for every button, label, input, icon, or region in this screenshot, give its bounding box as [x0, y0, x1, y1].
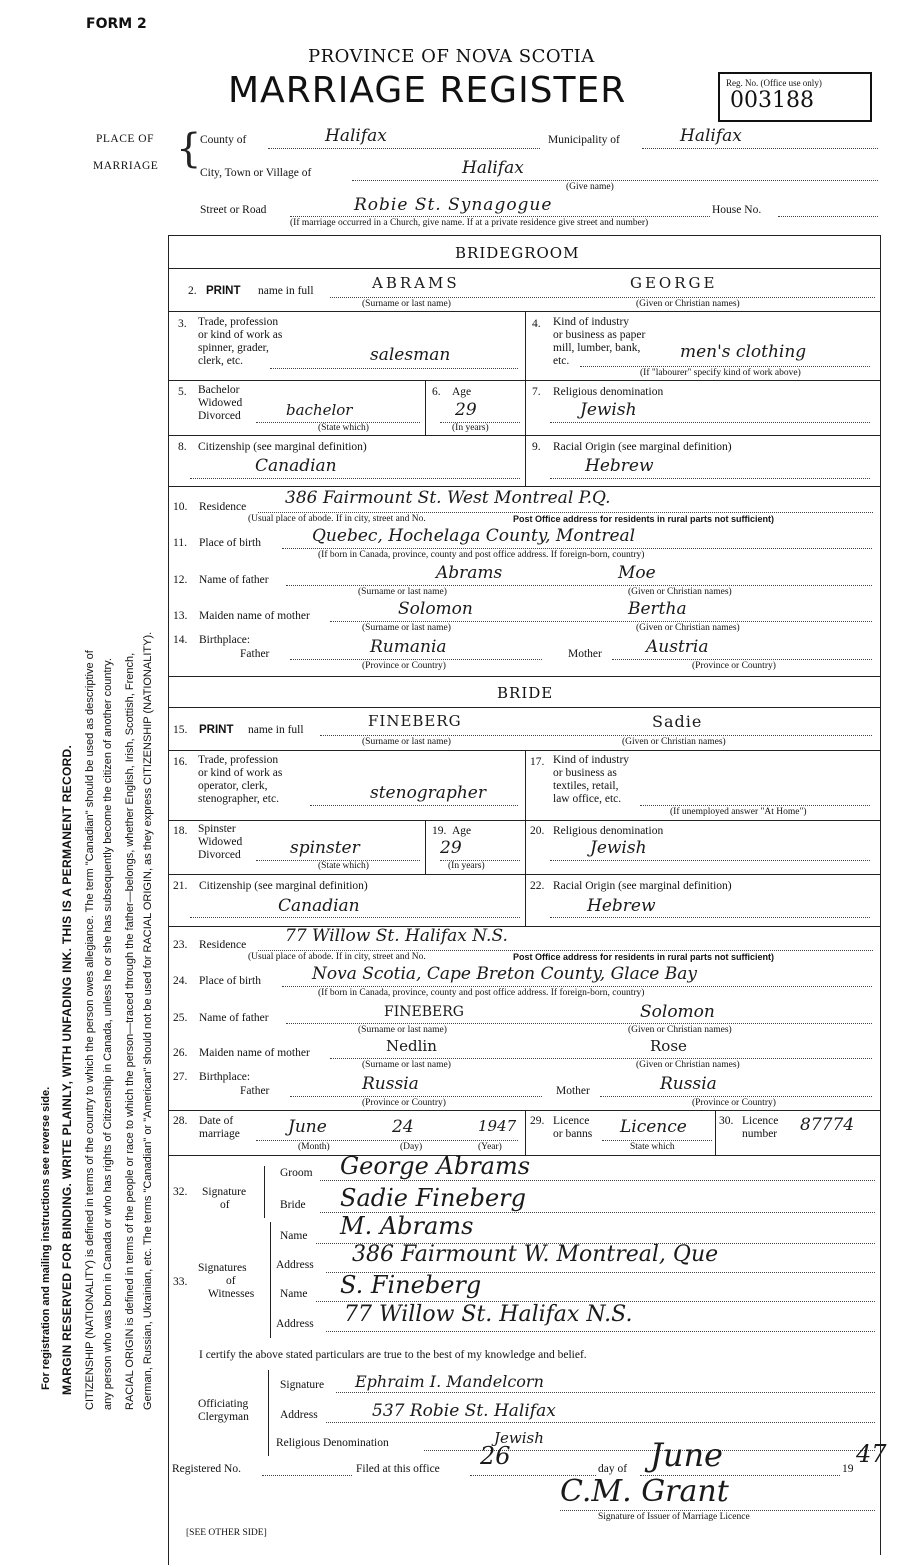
clergy-address: 537 Robie St. Halifax: [372, 1401, 556, 1421]
q5-label-1: Bachelor: [198, 384, 240, 396]
groom-mother-given: Bertha: [628, 599, 687, 619]
q3-label-4: clerk, etc.: [198, 355, 244, 367]
q8-label: Citizenship (see marginal definition): [198, 441, 367, 453]
month-hint: (Month): [298, 1142, 330, 1152]
q21-label: Citizenship (see marginal definition): [199, 880, 368, 892]
municipality-value: Halifax: [680, 126, 742, 146]
bride-racial-origin: Hebrew: [587, 896, 656, 916]
q5-label-3: Divorced: [198, 410, 241, 422]
marriage-month: June: [288, 1117, 327, 1137]
officiating-bracket: [268, 1370, 269, 1456]
groom-birthplace: Quebec, Hochelaga County, Montreal: [312, 526, 636, 546]
bride-status: spinster: [290, 838, 360, 858]
q25-given-hint: (Given or Christian names): [628, 1025, 732, 1035]
reg-number-label: Reg. No. (Office use only): [726, 78, 822, 88]
q14-mother-hint: (Province or Country): [692, 661, 776, 671]
q4-line: [580, 366, 870, 367]
filed-month: June: [650, 1436, 723, 1474]
bride-col-div-3: [525, 820, 526, 874]
q12-surname-hint: (Surname or last name): [358, 587, 447, 597]
bride-mother-birthplace: Russia: [660, 1074, 717, 1094]
q27-father: Father: [240, 1085, 270, 1097]
q24-line: [282, 986, 872, 987]
q2-print: PRINT: [206, 285, 241, 297]
q27-num: 27.: [173, 1071, 188, 1083]
bride-father-birthplace: Russia: [362, 1074, 419, 1094]
q26-label: Maiden name of mother: [199, 1047, 310, 1059]
groom-sep-2: [168, 380, 880, 381]
groom-surname: ABRAMS: [372, 274, 460, 292]
groom-religion: Jewish: [580, 400, 637, 420]
q29-line: [602, 1140, 712, 1141]
groom-trade: salesman: [370, 345, 451, 365]
q12-label: Name of father: [199, 574, 269, 586]
place-brace: {: [176, 126, 202, 172]
bride-mother-surname: Nedlin: [386, 1037, 437, 1055]
q2-num: 2.: [188, 285, 197, 297]
q20-label: Religious denomination: [553, 825, 664, 837]
q17-label-2: or business as: [553, 767, 617, 779]
municipality-line: [642, 148, 878, 149]
q13-given-hint: (Given or Christian names): [636, 623, 740, 633]
q25-num: 25.: [173, 1012, 188, 1024]
groom-col-div-1: [525, 311, 526, 380]
q21-num: 21.: [173, 880, 188, 892]
q13-num: 13.: [173, 610, 188, 622]
marriage-day: 24: [392, 1117, 414, 1137]
margin-racial-def-2: German, Russian, Ukrainian, etc. The terms "Canadian" or "American" should not be used for RACIAL ORIGIN, as they express CITIZENSHIP (NATIONALITY).: [142, 631, 154, 1410]
q14-father-line: [290, 659, 542, 660]
q18-label-3: Divorced: [198, 849, 241, 861]
bride-given: Sadie: [652, 712, 703, 731]
q17-num: 17.: [530, 756, 545, 768]
q6-label: Age: [452, 386, 472, 398]
q17-label-1: Kind of industry: [553, 754, 630, 766]
q11-line: [282, 548, 872, 549]
bride-surname: FINEBERG: [368, 712, 462, 730]
bride-trade: stenographer: [370, 783, 486, 803]
q15-line: [320, 735, 872, 736]
licence-number: 87774: [800, 1115, 855, 1135]
q23-num: 23.: [173, 939, 188, 951]
q2-label: name in full: [258, 285, 314, 297]
street-hint: (If marriage occurred in a Church, give name. If at a private residence give street and number): [290, 218, 649, 228]
w2-address-line: [326, 1331, 875, 1332]
q11-num: 11.: [173, 537, 187, 549]
registered-line: [262, 1475, 352, 1476]
q9-num: 9.: [532, 441, 541, 453]
q19-num: 19.: [432, 825, 447, 837]
q25-line: [286, 1023, 872, 1024]
groom-age: 29: [455, 400, 477, 420]
q28-line: [256, 1140, 518, 1141]
q33-label-1: Signatures: [198, 1262, 247, 1274]
w1-name-label: Name: [280, 1230, 308, 1242]
house-label: House No.: [712, 204, 762, 216]
margin-binding-notice: MARGIN RESERVED FOR BINDING. WRITE PLAINLY, WITH UNFADING INK. THIS IS A PERMANENT RECORD.: [60, 744, 74, 1395]
street-value: Robie St. Synagogue: [354, 195, 553, 215]
street-label: Street or Road: [200, 204, 267, 216]
officiating-label-2: Clergyman: [198, 1411, 249, 1423]
q18-num: 18.: [173, 825, 188, 837]
issuer-signature: C.M. Grant: [560, 1474, 729, 1509]
q13-surname-hint: (Surname or last name): [362, 623, 451, 633]
q7-num: 7.: [532, 386, 541, 398]
q4-label-4: etc.: [553, 355, 570, 367]
q10-line: [258, 512, 873, 513]
groom-col-div-2: [425, 380, 426, 435]
bride-birthplace: Nova Scotia, Cape Breton County, Glace Bay: [312, 964, 697, 984]
municipality-label: Municipality of: [548, 134, 620, 146]
groom-col-div-3: [525, 380, 526, 435]
bride-sep-4: [168, 926, 880, 927]
groom-industry: men's clothing: [680, 342, 807, 362]
groom-residence-hint: (Usual place of abode. If in city, street and No.: [248, 514, 426, 524]
w2-name-label: Name: [280, 1288, 308, 1300]
q19-label: Age: [452, 825, 472, 837]
q4-label-3: mill, lumber, bank,: [553, 342, 641, 354]
clergy-religion: Jewish: [494, 1429, 544, 1447]
form-id: FORM 2: [86, 16, 147, 32]
filed-day: 26: [480, 1442, 511, 1470]
q4-label-2: or business as paper: [553, 329, 646, 341]
clergy-signature: Ephraim I. Mandelcorn: [355, 1372, 544, 1391]
q21-line: [190, 917, 520, 918]
q22-num: 22.: [530, 880, 545, 892]
q4-hint: (If "labourer" specify kind of work above): [640, 368, 801, 378]
groom-signature: George Abrams: [340, 1152, 531, 1180]
groom-birthplace-hint: (If born in Canada, province, county and post office address. If foreign-born, country): [318, 550, 645, 560]
place-label-1: PLACE OF: [96, 133, 154, 145]
w2-address-label: Address: [276, 1318, 314, 1330]
bride-age: 29: [440, 838, 462, 858]
q30-label-1: Licence: [742, 1115, 779, 1127]
groom-father-given: Moe: [618, 563, 656, 583]
q24-num: 24.: [173, 975, 188, 987]
licence-hint: State which: [630, 1142, 675, 1152]
clergy-sig-line: [336, 1392, 875, 1393]
q4-label-1: Kind of industry: [553, 316, 630, 328]
bride-religion: Jewish: [590, 838, 647, 858]
groom-sep-1: [168, 311, 880, 312]
city-label: City, Town or Village of: [200, 167, 312, 179]
issuer-line: [560, 1510, 875, 1511]
q15-label: name in full: [248, 724, 304, 736]
groom-sep-0: [168, 268, 880, 269]
groom-citizenship: Canadian: [255, 456, 337, 476]
q11-label: Place of birth: [199, 537, 261, 549]
groom-sig-line: [320, 1180, 875, 1181]
groom-father-surname: Abrams: [436, 563, 503, 583]
q18-label-2: Widowed: [198, 836, 243, 848]
q15-num: 15.: [173, 724, 188, 736]
groom-sig-label: Groom: [280, 1167, 313, 1179]
bride-age-hint: (In years): [448, 861, 485, 871]
q33-num: 33.: [173, 1276, 188, 1288]
city-value: Halifax: [462, 158, 524, 178]
bride-surname-hint: (Surname or last name): [362, 737, 451, 747]
marriage-year: 1947: [478, 1117, 517, 1135]
day-of-label: day of: [598, 1463, 628, 1475]
q32-num: 32.: [173, 1186, 188, 1198]
groom-racial-origin: Hebrew: [585, 456, 654, 476]
q10-label: Residence: [199, 501, 247, 513]
q29-label-1: Licence: [553, 1115, 590, 1127]
q14-mother-line: [612, 659, 872, 660]
bride-heading: BRIDE: [497, 684, 554, 702]
street-line: [290, 216, 710, 217]
year-prefix: 19: [842, 1463, 854, 1475]
bride-father-given: Solomon: [640, 1002, 715, 1022]
certify-statement: I certify the above stated particulars are true to the best of my knowledge and belief.: [199, 1349, 587, 1361]
groom-sep-3: [168, 435, 880, 436]
q7-line: [550, 422, 870, 423]
clergy-address-label: Address: [280, 1409, 318, 1421]
q16-label-2: or kind of work as: [198, 767, 283, 779]
q33-bracket: [270, 1222, 271, 1338]
q3-label-2: or kind of work as: [198, 329, 283, 341]
page-title: MARRIAGE REGISTER: [228, 70, 627, 111]
bride-birthplace-hint: (If born in Canada, province, county and post office address. If foreign-born, country): [318, 988, 645, 998]
bride-mother-given: Rose: [650, 1037, 687, 1055]
form-right-border: [880, 235, 881, 1555]
groom-given-hint: (Given or Christian names): [636, 299, 740, 309]
issuer-label: Signature of Issuer of Marriage Licence: [598, 1512, 750, 1522]
q14-mother: Mother: [568, 648, 602, 660]
groom-age-hint: (In years): [452, 423, 489, 433]
q23-line: [258, 950, 873, 951]
clergy-rel-label: Religious Denomination: [276, 1437, 389, 1449]
q16-label-1: Trade, profession: [198, 754, 279, 766]
q2-line: [330, 297, 875, 298]
q27-father-hint: (Province or Country): [362, 1098, 446, 1108]
q30-num: 30.: [719, 1115, 734, 1127]
q25-surname-hint: (Surname or last name): [358, 1025, 447, 1035]
q32-label-2: of: [220, 1199, 230, 1211]
q12-given-hint: (Given or Christian names): [628, 587, 732, 597]
city-line: [352, 180, 878, 181]
margin-instructions: For registration and mailing instructions see reverse side.: [40, 1086, 52, 1390]
q3-line: [270, 368, 518, 369]
q24-label: Place of birth: [199, 975, 261, 987]
witness1-address: 386 Fairmount W. Montreal, Que: [352, 1242, 719, 1267]
q14-label: Birthplace:: [199, 634, 251, 646]
q20-num: 20.: [530, 825, 545, 837]
q10-num: 10.: [173, 501, 188, 513]
q17-line: [640, 805, 870, 806]
bride-given-hint: (Given or Christian names): [622, 737, 726, 747]
form-top-border: [168, 235, 880, 236]
margin-racial-def-1: RACIAL ORIGIN is defined in terms of the people or race to which the person—traced through the father—belongs, whether English, Irish, Scottish, French,: [124, 652, 136, 1410]
q17-hint: (If unemployed answer "At Home"): [670, 807, 807, 817]
see-other-side: [SEE OTHER SIDE]: [186, 1528, 267, 1538]
q5-num: 5.: [178, 386, 187, 398]
clergy-sig-label: Signature: [280, 1379, 325, 1391]
q16-line: [310, 805, 518, 806]
licence-type: Licence: [620, 1117, 687, 1137]
q29-num: 29.: [530, 1115, 545, 1127]
q3-label-3: spinner, grader,: [198, 342, 269, 354]
bride-sep-0: [168, 707, 880, 708]
bride-bottom: [168, 1110, 880, 1111]
bride-residence-hint: (Usual place of abode. If in city, street and No.: [248, 952, 426, 962]
bride-sep-1: [168, 750, 880, 751]
witness1-name: M. Abrams: [340, 1212, 474, 1240]
q23-label: Residence: [199, 939, 247, 951]
reg-number: 003188: [730, 88, 814, 113]
q27-mother-hint: (Province or Country): [692, 1098, 776, 1108]
q29-label-2: or banns: [553, 1128, 593, 1140]
q32-bracket: [264, 1166, 265, 1218]
groom-surname-hint: (Surname or last name): [362, 299, 451, 309]
q27-father-line: [290, 1096, 542, 1097]
groom-father-birthplace: Rumania: [370, 637, 447, 657]
q16-num: 16.: [173, 756, 188, 768]
q5-label-2: Widowed: [198, 397, 243, 409]
w1-address-label: Address: [276, 1259, 314, 1271]
q16-label-3: operator, clerk,: [198, 780, 268, 792]
q27-mother-line: [600, 1096, 872, 1097]
q9-label: Racial Origin (see marginal definition): [553, 441, 732, 453]
bride-residence: 77 Willow St. Halifax N.S.: [285, 926, 508, 946]
q8-line: [190, 478, 520, 479]
reg-number-box: [718, 72, 872, 122]
bride-residence-hint-bold: Post Office address for residents in rural parts not sufficient): [513, 952, 775, 962]
q28-num: 28.: [173, 1115, 188, 1127]
margin-citizenship-def-2: any person who was born in Canada or who has rights of Citizenship in Canada, unless he or she has subsequently become the citizen of another country.: [102, 658, 114, 1410]
bride-father-surname: FINEBERG: [384, 1004, 464, 1020]
q22-line: [550, 917, 870, 918]
q16-label-4: stenographer, etc.: [198, 793, 279, 805]
clergy-address-line: [326, 1422, 875, 1423]
bride-signature: Sadie Fineberg: [340, 1184, 527, 1212]
q12-num: 12.: [173, 574, 188, 586]
q15-print: PRINT: [199, 724, 234, 736]
marriage-col-div-2: [715, 1110, 716, 1155]
groom-residence-hint-bold: Post Office address for residents in rural parts not sufficient): [513, 514, 775, 524]
county-line: [268, 148, 540, 149]
province-heading: PROVINCE OF NOVA SCOTIA: [308, 46, 595, 67]
witness2-address: 77 Willow St. Halifax N.S.: [344, 1302, 633, 1327]
q8-num: 8.: [178, 441, 187, 453]
house-line: [778, 216, 878, 217]
groom-status-hint: (State which): [318, 423, 369, 433]
groom-bottom: [168, 676, 880, 677]
county-value: Halifax: [325, 126, 387, 146]
filed-label: Filed at this office: [356, 1463, 440, 1475]
q13-label: Maiden name of mother: [199, 610, 310, 622]
county-label: County of: [200, 134, 247, 146]
marriage-col-div-1: [525, 1110, 526, 1155]
q12-line: [286, 585, 872, 586]
bridegroom-heading: BRIDEGROOM: [455, 244, 580, 262]
groom-sep-4: [168, 486, 880, 487]
q30-label-2: number: [742, 1128, 778, 1140]
q13-line: [330, 621, 872, 622]
q32-label-1: Signature: [202, 1186, 247, 1198]
q6-num: 6.: [432, 386, 441, 398]
q33-label-3: Witnesses: [208, 1288, 255, 1300]
q3-num: 3.: [178, 318, 187, 330]
q25-label: Name of father: [199, 1012, 269, 1024]
q9-line: [550, 478, 870, 479]
registered-label: Registered No.: [172, 1463, 241, 1475]
groom-mother-birthplace: Austria: [646, 637, 709, 657]
q22-label: Racial Origin (see marginal definition): [553, 880, 732, 892]
q14-father-hint: (Province or Country): [362, 661, 446, 671]
bride-sep-2: [168, 820, 880, 821]
q17-label-3: textiles, retail,: [553, 780, 619, 792]
groom-given: GEORGE: [630, 274, 718, 292]
filed-year: 47: [856, 1440, 887, 1468]
bride-col-div-4: [525, 874, 526, 926]
q26-line: [330, 1058, 872, 1059]
q27-mother: Mother: [556, 1085, 590, 1097]
city-hint: (Give name): [566, 182, 614, 192]
bride-col-div-2: [425, 820, 426, 874]
bride-sig-label: Bride: [280, 1199, 306, 1211]
groom-status: bachelor: [286, 401, 353, 419]
groom-residence: 386 Fairmount St. West Montreal P.Q.: [285, 488, 611, 508]
place-label-2: MARRIAGE: [93, 160, 159, 172]
q28-label-1: Date of: [199, 1115, 234, 1127]
bride-citizenship: Canadian: [278, 896, 360, 916]
q26-given-hint: (Given or Christian names): [636, 1060, 740, 1070]
q7-label: Religious denomination: [553, 386, 664, 398]
q28-label-2: marriage: [199, 1128, 240, 1140]
year-hint: (Year): [478, 1142, 502, 1152]
groom-mother-surname: Solomon: [398, 599, 473, 619]
q26-num: 26.: [173, 1047, 188, 1059]
day-hint: (Day): [400, 1142, 423, 1152]
q17-label-4: law office, etc.: [553, 793, 622, 805]
witness2-name: S. Fineberg: [340, 1271, 482, 1299]
q33-label-2: of: [226, 1275, 236, 1287]
officiating-label-1: Officiating: [198, 1398, 249, 1410]
bride-col-div-1: [525, 750, 526, 820]
q20-line: [550, 860, 870, 861]
q4-num: 4.: [532, 318, 541, 330]
q27-label: Birthplace:: [199, 1071, 251, 1083]
groom-col-div-4: [525, 435, 526, 486]
margin-citizenship-def-1: CITIZENSHIP (NATIONALITY) is defined in terms of the country to which the person owes allegiance. The term "Canadian" should be used as descriptive of: [84, 650, 96, 1410]
bride-sep-3: [168, 874, 880, 875]
q3-label-1: Trade, profession: [198, 316, 279, 328]
q26-surname-hint: (Surname or last name): [362, 1060, 451, 1070]
bride-status-hint: (State which): [318, 861, 369, 871]
q14-father: Father: [240, 648, 270, 660]
q18-label-1: Spinster: [198, 823, 236, 835]
q14-num: 14.: [173, 634, 188, 646]
